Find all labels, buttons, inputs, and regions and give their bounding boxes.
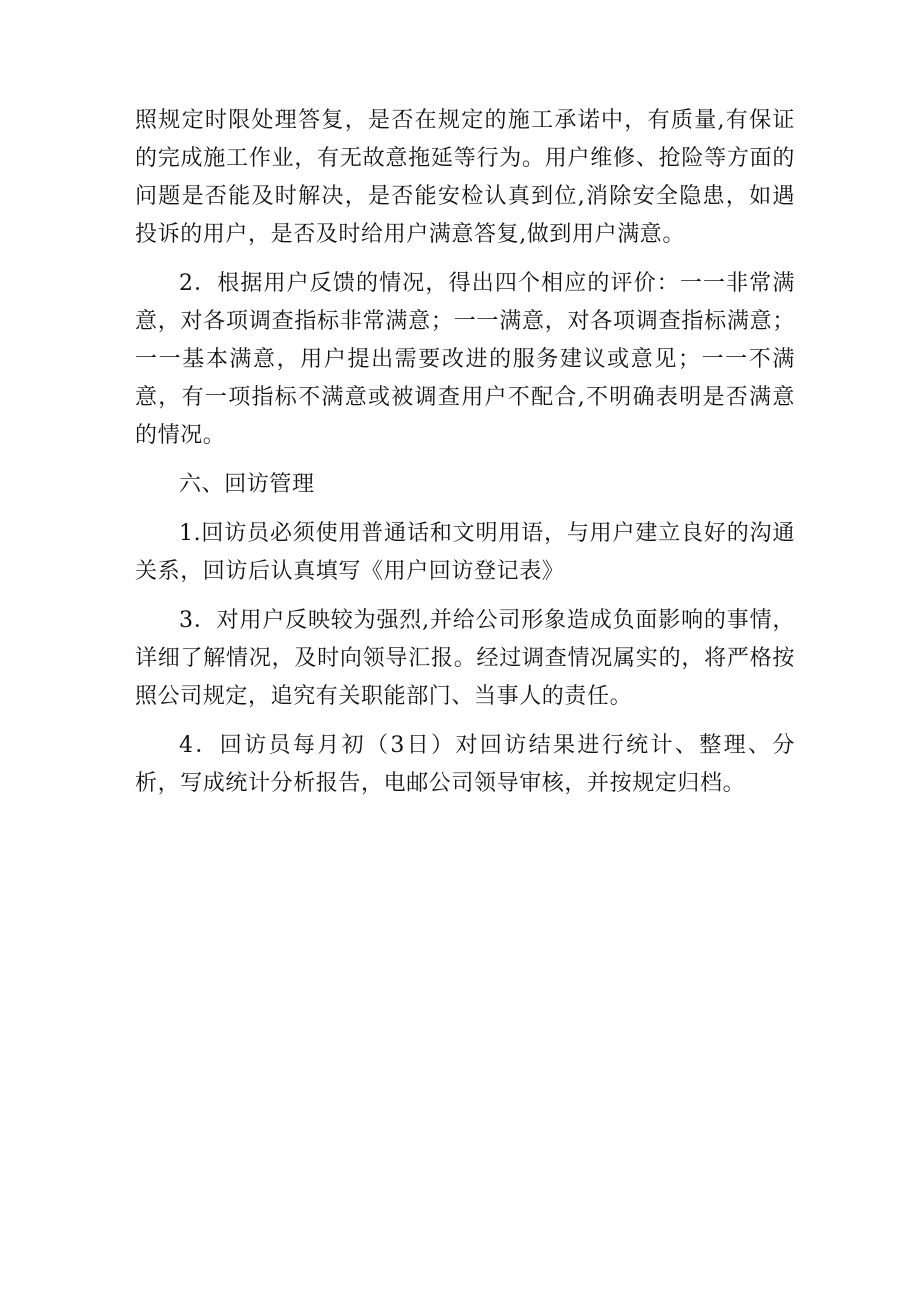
paragraph-continuation: 照规定时限处理答复，是否在规定的施工承诺中，有质量,有保证的完成施工作业，有无故意拖延等行为。用户维修、抢险等方面的问题是否能及时解决，是否能安检认真到位,消除安全隐患，如遇投诉的用户，是否及时给用户满意答复,做到用户满意。 [135,108,795,247]
paragraph-item-4: 4．回访员每月初（3日）对回访结果进行统计、整理、分析，写成统计分析报告，电邮公司领导审核，并按规定归档。 [135,733,795,796]
paragraph-item-2: 2．根据用户反馈的情况，得出四个相应的评价：一一非常满意，对各项调查指标非常满意；一一满意，对各项调查指标满意；一一基本满意，用户提出需要改进的服务建议或意见；一一不满意，有一项指标不满意或被调查用户不配合,不明确表明是否满意的情况。 [135,271,795,448]
paragraph-item-1: 1.回访员必须使用普通话和文明用语，与用户建立良好的沟通关系，回访后认真填写《用户回访登记表》 [135,521,795,584]
section-heading: 六、回访管理 [179,472,315,497]
document-body [135,102,795,803]
paragraph-item-3: 3．对用户反映较为强烈,并给公司形象造成负面影响的事情，详细了解情况，及时向领导汇报。经过调查情况属实的，将严格按照公司规定，追究有关职能部门、当事人的责任。 [135,608,795,709]
